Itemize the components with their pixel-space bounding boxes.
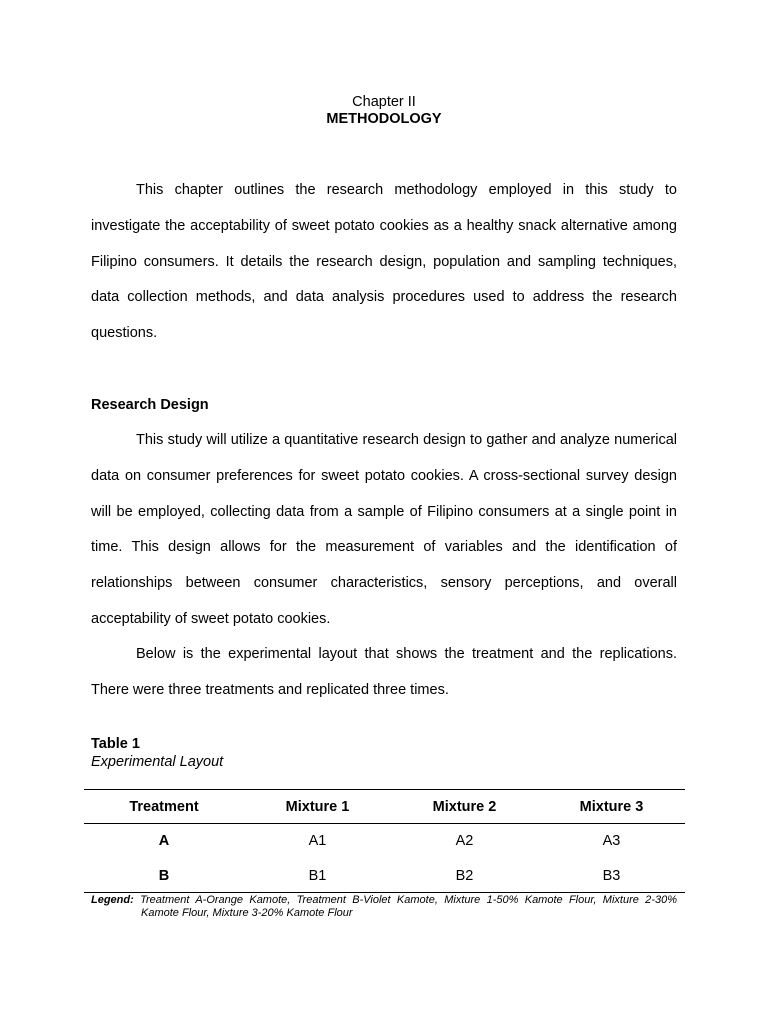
experimental-layout-paragraph: Below is the experimental layout that shows the treatment and the replications. There were three treatments and replicated three times.: [91, 646, 677, 698]
research-design-paragraph: This study will utilize a quantitative research design to gather and analyze numerical data on consumer preferences for sweet potato cookies. A cross-sectional survey design will be employed, collecting data from a sample of Filipino consumers at a single point in time. This design allows for the measurement of variables and the identification of relationships between consumer characteristics, sensory perceptions, and overall acceptability of sweet potato cookies.: [91, 432, 677, 627]
table-row: [84, 824, 685, 859]
legend-divider: [84, 892, 685, 893]
table-legend: [91, 894, 677, 920]
table-header-cell: Mixture 1: [244, 790, 391, 824]
chapter-label: Chapter II: [352, 94, 416, 110]
table-cell: B2: [455, 867, 474, 884]
legend-key: Legend:: [91, 894, 134, 906]
table-row: [84, 858, 685, 893]
table-header-cell: Mixture 2: [391, 790, 538, 824]
table-header-row: [84, 790, 685, 824]
table-header-cell: Treatment: [84, 790, 244, 824]
table-label: Table 1: [91, 736, 140, 752]
table-cell: A2: [455, 833, 474, 849]
chapter-title: METHODOLOGY: [326, 111, 442, 127]
table-caption: Experimental Layout: [91, 754, 224, 770]
intro-paragraph: This chapter outlines the research methodology employed in this study to investigate the acceptability of sweet potato cookies as a healthy snack alternative among Filipino consumers. It details the research design, population and sampling techniques, data collection methods, and data analysis procedures used to address the research questions.: [91, 182, 677, 342]
legend-text: Treatment A-Orange Kamote, Treatment B-Violet Kamote, Mixture 1-50% Kamote Flour, Mixture 2-30% Kamote Flour, Mixture 3-20% Kamote Flour: [140, 894, 677, 919]
table-cell: B3: [602, 867, 621, 884]
table-cell: A1: [308, 833, 327, 849]
table-cell: B: [158, 867, 170, 884]
table-cell: B1: [308, 867, 327, 884]
table-cell: A: [158, 833, 170, 849]
experimental-layout-table: [84, 789, 685, 893]
research-design-heading: Research Design: [91, 397, 209, 413]
table-header-cell: Mixture 3: [538, 790, 685, 824]
table-cell: A3: [602, 833, 621, 849]
